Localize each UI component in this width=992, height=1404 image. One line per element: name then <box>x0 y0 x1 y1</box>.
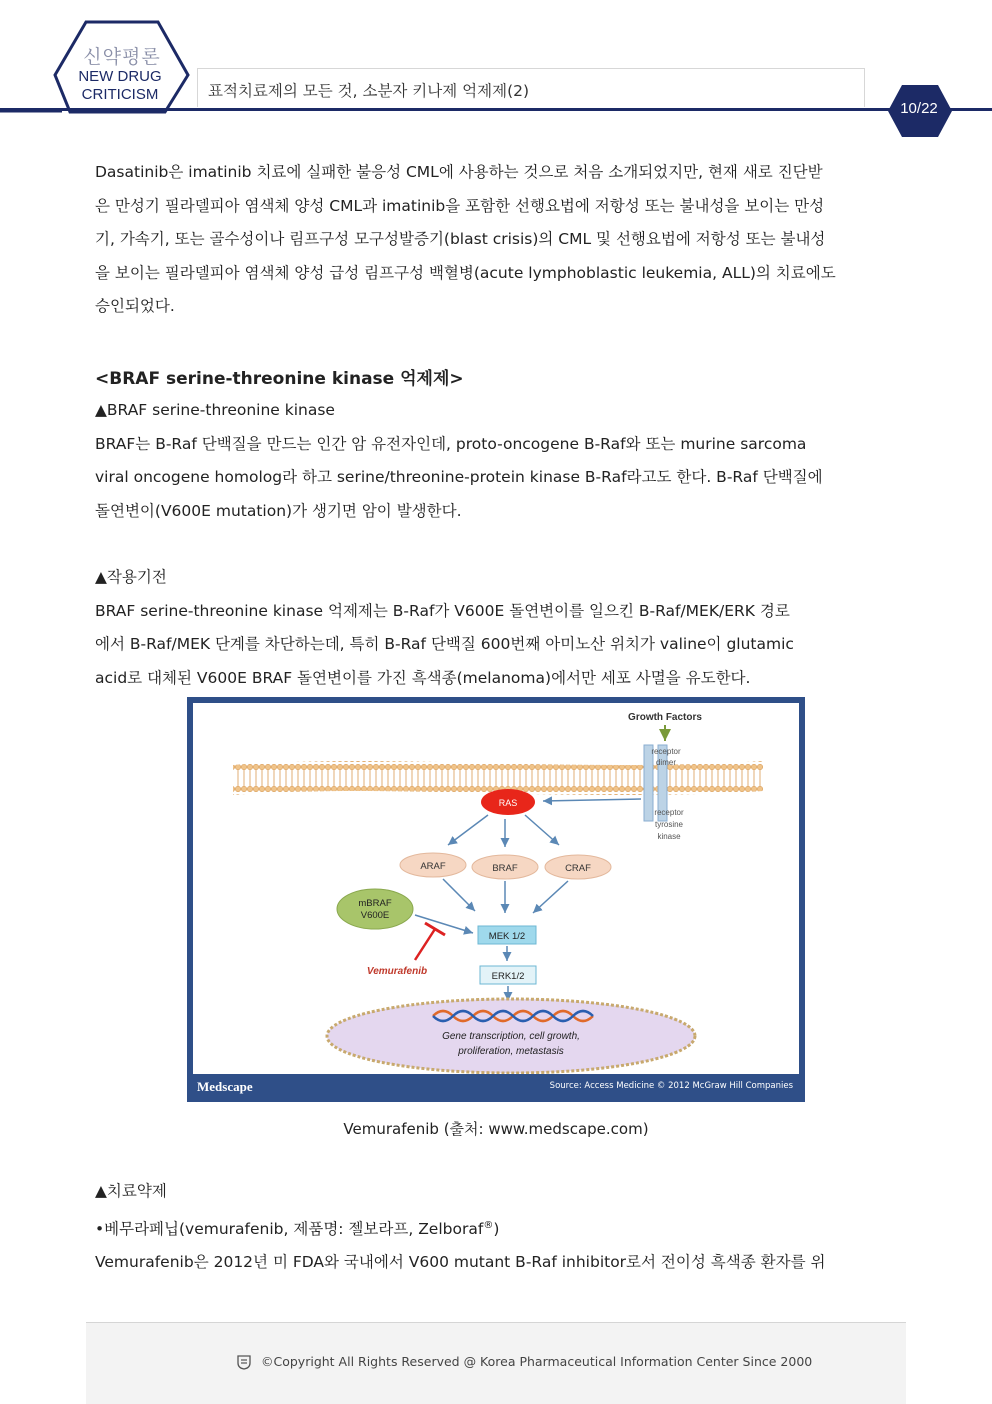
pathway-diagram <box>193 703 799 1074</box>
mechanism-line-3: acid로 대체된 V600E BRAF 돌연변이를 가진 흑색종(melanoma)에서만 세포 사멸을 유도한다. <box>95 668 751 687</box>
braf-section-body <box>95 394 897 528</box>
nucleus-label-2: proliferation, metastasis <box>458 1046 564 1057</box>
braf-label: BRAF <box>492 863 518 874</box>
figure-source: Source: Access Medicine © 2012 McGraw Hill Companies <box>549 1081 793 1091</box>
page-footer <box>86 1322 906 1404</box>
mechanism-line-1: BRAF serine-threonine kinase 억제제는 B-Raf가 V600E 돌연변이를 일으킨 B-Raf/MEK/ERK 경로 <box>95 601 790 620</box>
araf-label: ARAF <box>420 861 446 872</box>
subheading-braf-kinase: ▲BRAF serine-threonine kinase <box>95 401 335 419</box>
registered-mark: ® <box>483 1219 494 1231</box>
figure-caption: Vemurafenib (출처: www.medscape.com) <box>343 1120 649 1138</box>
section-title: <BRAF serine-threonine kinase 억제제> <box>95 369 464 389</box>
ras-to-araf-arrow <box>448 815 488 845</box>
intro-line-2: 은 만성기 필라델피아 염색체 양성 CML과 imatinib을 포함한 선행요법에 저항성 또는 불내성을 보이는 만성 <box>95 196 825 215</box>
craf-to-mek-arrow <box>533 881 568 913</box>
inhibition-line <box>415 929 435 960</box>
growth-factors-label: Growth Factors <box>628 712 702 723</box>
rtk-label-3: kinase <box>657 832 681 841</box>
mbraf-label-1: mBRAF <box>358 898 392 909</box>
subheading-mechanism: ▲작용기전 <box>95 568 167 586</box>
page-number: 10/22 <box>900 100 938 117</box>
braf-para-line-3: 돌연변이(V600E mutation)가 생기면 암이 발생한다. <box>95 501 462 520</box>
braf-section-title-wrap <box>95 364 897 389</box>
erk-label: ERK1/2 <box>491 971 525 982</box>
logo-english-line1: NEW DRUG <box>78 68 162 85</box>
document-title-box <box>197 68 865 107</box>
drug-bullet-close: ) <box>493 1219 500 1238</box>
figure-footer-bar <box>187 1074 805 1102</box>
ras-label: RAS <box>498 798 518 808</box>
rtk-to-ras-arrow <box>543 799 641 801</box>
vemurafenib-label: Vemurafenib <box>366 966 428 977</box>
treatment-line-1: Vemurafenib은 2012년 미 FDA와 국내에서 V600 mutant B-Raf inhibitor로서 전이성 흑색종 환자를 위 <box>95 1253 826 1272</box>
pathway-diagram-svg <box>193 703 799 1074</box>
inhibition-bar <box>425 923 445 935</box>
intro-line-3: 기, 가속기, 또는 골수성이나 림프구성 모구성발증기(blast crisis)의 CML 및 선행요법에 저항성 또는 불내성 <box>95 230 826 248</box>
page-header <box>0 0 992 140</box>
rtk-label-1: receptor <box>654 808 684 817</box>
nucleus-label-1: Gene transcription, cell growth, <box>442 1031 580 1042</box>
treatment-section <box>95 1175 897 1280</box>
mbraf-label-2: V600E <box>360 910 390 921</box>
cell-membrane <box>233 761 763 795</box>
mechanism-line-2: 에서 B-Raf/MEK 단계를 차단하는데, 특히 B-Raf 단백질 600번째 아미노산 위치가 valine이 glutamic <box>95 635 794 653</box>
drug-bullet <box>95 1209 897 1247</box>
receptor-dimer-label-2: dimer <box>655 758 677 767</box>
document-title: 표적치료제의 모든 것, 소분자 키나제 억제제(2) <box>208 82 530 100</box>
medscape-logo: Medscape <box>197 1079 253 1094</box>
intro-line-5: 승인되었다. <box>95 297 175 315</box>
logo-english-line2: CRITICISM <box>81 86 159 103</box>
header-divider <box>0 108 992 111</box>
mbraf-node <box>337 889 413 929</box>
braf-para-line-2: viral oncogene homolog라 하고 serine/threonine-protein kinase B-Raf라고도 한다. B-Raf 단백질에 <box>95 468 823 486</box>
pathway-figure <box>187 697 805 1102</box>
logo-korean-text: 신약평론 <box>83 46 161 68</box>
mechanism-section <box>95 561 897 695</box>
kpic-emblem-icon <box>236 1354 252 1370</box>
ras-to-craf-arrow <box>525 815 559 845</box>
receptor-dimer-label-1: receptor <box>651 747 681 756</box>
braf-para-line-1: BRAF는 B-Raf 단백질을 만드는 인간 암 유전자인데, proto-oncogene B-Raf와 또는 murine sarcoma <box>95 434 807 453</box>
mek-label: MEK 1/2 <box>488 931 526 942</box>
logo-english-text <box>70 68 170 104</box>
copyright-text: ©Copyright All Rights Reserved @ Korea Pharmaceutical Information Center Since 2000 <box>261 1354 813 1369</box>
rtk-label-2: tyrosine <box>654 820 684 829</box>
intro-line-1: Dasatinib은 imatinib 치료에 실패한 불응성 CML에 사용하는 것으로 처음 소개되었지만, 현재 새로 진단받 <box>95 163 823 181</box>
subheading-treatment: ▲치료약제 <box>95 1182 167 1200</box>
intro-line-4: 을 보이는 필라델피아 염색체 양성 급성 림프구성 백혈병(acute lymphoblastic leukemia, ALL)의 치료에도 <box>95 263 836 282</box>
craf-label: CRAF <box>565 863 591 874</box>
drug-bullet-text: •베무라페닙(vemurafenib, 제품명: 젤보라프, Zelboraf <box>95 1219 484 1238</box>
araf-to-mek-arrow <box>443 879 475 911</box>
intro-paragraph <box>95 156 897 324</box>
mbraf-to-mek-arrow <box>415 915 473 933</box>
